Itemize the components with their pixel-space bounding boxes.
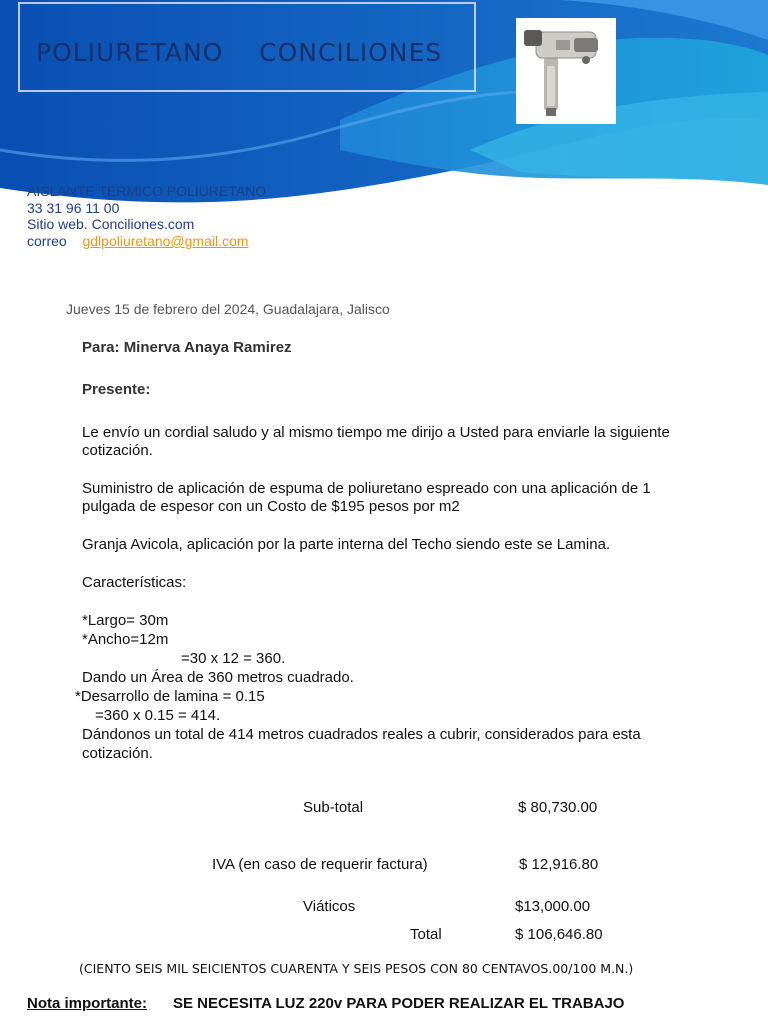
contact-phone: 33 31 96 11 00 — [27, 200, 120, 216]
contact-email-label: correo — [27, 233, 67, 249]
note-label: Nota importante: — [27, 995, 147, 1012]
contact-email-link[interactable]: gdlpoliuretano@gmail.com — [82, 233, 249, 249]
total-area-line-2: cotización. — [82, 745, 153, 762]
greeting-line-2: cotización. — [82, 442, 153, 459]
supply-line-1: Suministro de aplicación de espuma de poliuretano espreado con una aplicación de 1 — [82, 480, 651, 497]
feature-desarrollo: *Desarrollo de lamina = 0.15 — [75, 688, 265, 705]
letter-presente: Presente: — [82, 381, 151, 398]
total-in-words: (CIENTO SEIS MIL SEICIENTOS CUARENTA Y SEIS PESOS CON 80 CENTAVOS.00/100 M.N.) — [79, 961, 634, 976]
spray-gun-icon — [516, 18, 616, 124]
contact-tagline: AISLANTE TERMICO POLIURETANO — [27, 183, 267, 199]
feature-largo: *Largo= 30m — [82, 612, 169, 629]
calc-area: =30 x 12 = 360. — [181, 650, 286, 667]
contact-website: Sitio web. Conciliones.com — [27, 216, 195, 232]
calc-total-area: =360 x 0.15 = 414. — [95, 707, 221, 724]
feature-ancho: *Ancho=12m — [82, 631, 169, 648]
iva-label: IVA (en caso de requerir factura) — [212, 856, 428, 873]
site-description: Granja Avicola, aplicación por la parte interna del Techo siendo este se Lamina. — [82, 536, 611, 553]
features-title: Características: — [82, 574, 187, 591]
iva-value: $ 12,916.80 — [519, 856, 599, 873]
letter-recipient: Para: Minerva Anaya Ramirez — [82, 339, 292, 356]
total-value: $ 106,646.80 — [515, 926, 603, 943]
viaticos-label: Viáticos — [303, 898, 356, 915]
product-photo — [516, 18, 616, 124]
area-text: Dando un Área de 360 metros cuadrado. — [82, 669, 354, 686]
greeting-line-1: Le envío un cordial saludo y al mismo tiempo me dirijo a Usted para enviarle la siguiente — [82, 424, 670, 441]
company-title: POLIURETANO CONCILIONES — [36, 38, 443, 67]
total-label: Total — [410, 926, 442, 943]
viaticos-value: $13,000.00 — [515, 898, 591, 915]
contact-email-row — [27, 233, 248, 250]
total-area-line-1: Dándonos un total de 414 metros cuadrados reales a cubrir, considerados para esta — [82, 726, 641, 743]
supply-line-2: pulgada de espesor con un Costo de $195 pesos por m2 — [82, 498, 460, 515]
letter-date: Jueves 15 de febrero del 2024, Guadalajara, Jalisco — [66, 301, 390, 317]
subtotal-value: $ 80,730.00 — [518, 799, 598, 816]
subtotal-label: Sub-total — [303, 799, 364, 816]
note-text: SE NECESITA LUZ 220v PARA PODER REALIZAR EL TRABAJO — [173, 995, 625, 1012]
